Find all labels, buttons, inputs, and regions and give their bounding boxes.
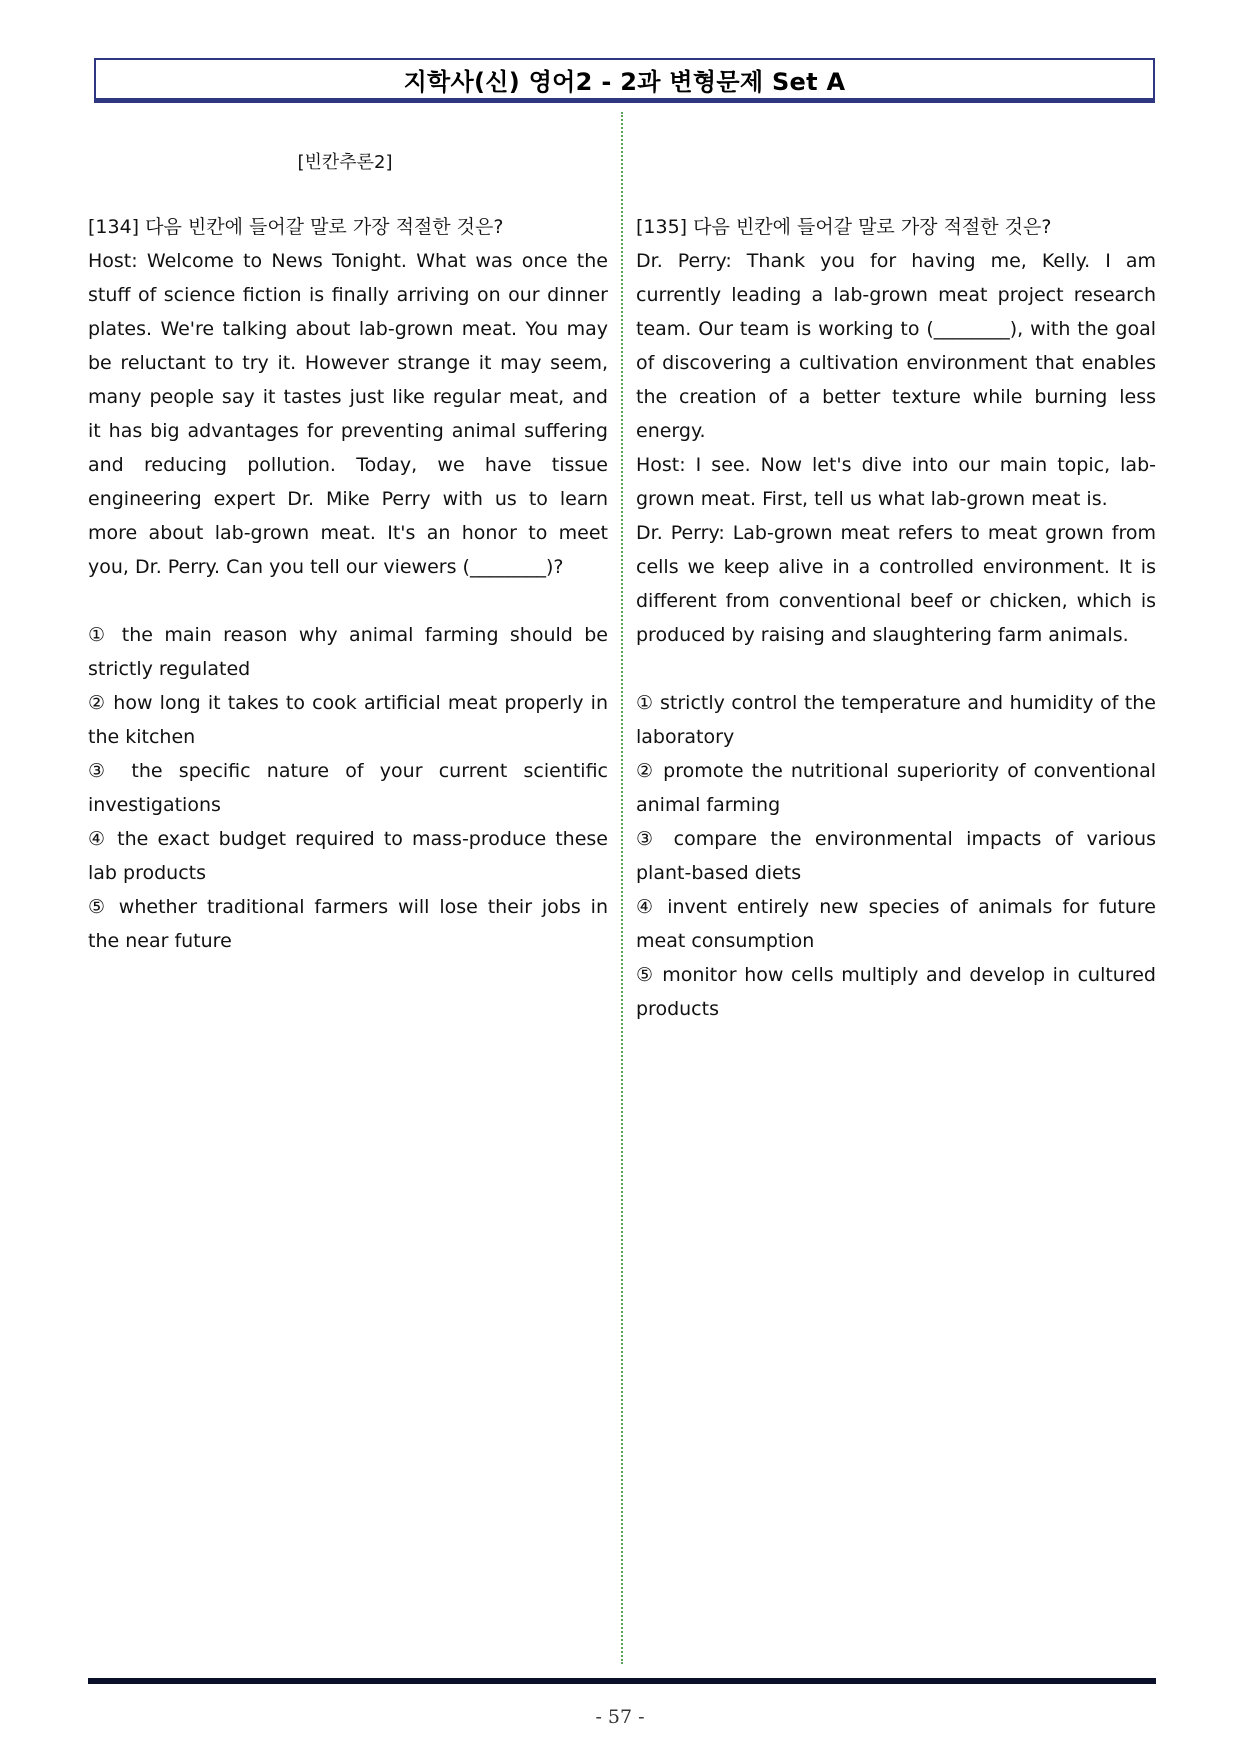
- question-134-option-4: ④ the exact budget required to mass-produce these lab products: [88, 828, 608, 884]
- spacer: [88, 584, 608, 618]
- left-column: [88, 210, 608, 958]
- footer-rule: [88, 1678, 1156, 1684]
- question-135-option-1: ① strictly control the temperature and humidity of the laboratory: [636, 692, 1156, 748]
- question-134-option-5: ⑤ whether traditional farmers will lose their jobs in the near future: [88, 896, 608, 952]
- question-135-passage-1: Dr. Perry: Thank you for having me, Kelly. I am currently leading a lab-grown meat project research team. Our team is working to (________), with the goal of discovering a cultivation environment that enables the creation of a better texture while burning less energy.: [636, 250, 1156, 442]
- page-title: 지학사(신) 영어2 - 2과 변형문제 Set A: [403, 67, 846, 96]
- question-134-prompt: [134] 다음 빈칸에 들어갈 말로 가장 적절한 것은?: [88, 216, 504, 238]
- page-number: - 57 -: [595, 1706, 645, 1728]
- question-134-option-1: ① the main reason why animal farming should be strictly regulated: [88, 624, 608, 680]
- right-column: [636, 210, 1156, 1026]
- header-title-box: [94, 58, 1155, 103]
- question-135-prompt: [135] 다음 빈칸에 들어갈 말로 가장 적절한 것은?: [636, 216, 1052, 238]
- spacer: [636, 652, 1156, 686]
- question-135-option-4: ④ invent entirely new species of animals for future meat consumption: [636, 896, 1156, 952]
- column-divider: [621, 112, 623, 1664]
- question-135-passage-3: Dr. Perry: Lab-grown meat refers to meat grown from cells we keep alive in a controlled environment. It is different from conventional beef or chicken, which is produced by raising and slaughtering farm animals.: [636, 522, 1156, 646]
- question-135-option-3: ③ compare the environmental impacts of various plant-based diets: [636, 828, 1156, 884]
- question-134-option-2: ② how long it takes to cook artificial meat properly in the kitchen: [88, 692, 608, 748]
- question-135-passage-2: Host: I see. Now let's dive into our main topic, lab-grown meat. First, tell us what lab-grown meat is.: [636, 454, 1156, 510]
- question-134-option-3: ③ the specific nature of your current scientific investigations: [88, 760, 608, 816]
- question-135-option-5: ⑤ monitor how cells multiply and develop in cultured products: [636, 964, 1156, 1020]
- section-tag: [빈칸추론2]: [297, 152, 393, 173]
- question-134-passage: Host: Welcome to News Tonight. What was once the stuff of science fiction is finally arriving on our dinner plates. We're talking about lab-grown meat. You may be reluctant to try it. However strange it may seem, many people say it tastes just like regular meat, and it has big advantages for preventing animal suffering and reducing pollution. Today, we have tissue engineering expert Dr. Mike Perry with us to learn more about lab-grown meat. It's an honor to meet you, Dr. Perry. Can you tell our viewers (________)?: [88, 250, 608, 578]
- question-135-option-2: ② promote the nutritional superiority of conventional animal farming: [636, 760, 1156, 816]
